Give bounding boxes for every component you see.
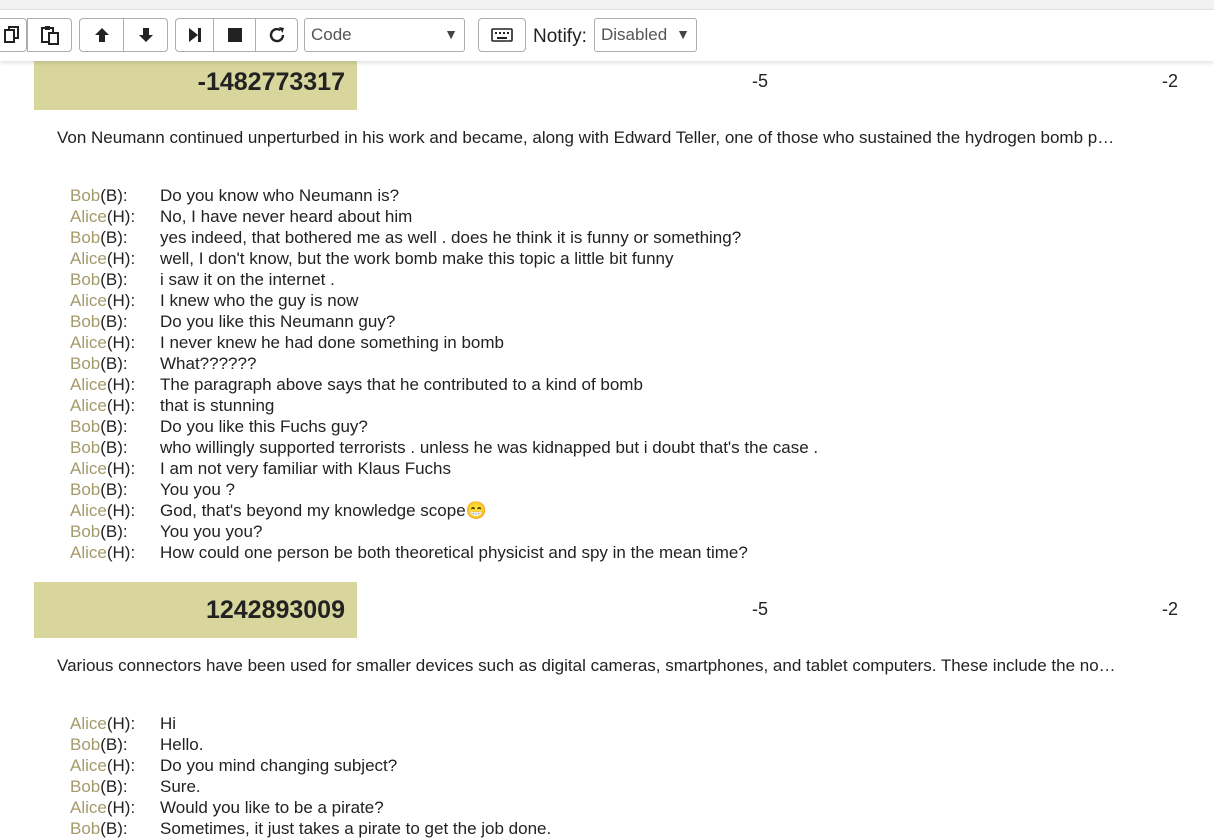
dialog-turn (0, 755, 1214, 776)
arrow-down-icon (137, 26, 155, 44)
speaker-name: Bob (70, 354, 101, 373)
context-passage: Various connectors have been used for smaller devices such as digital cameras, smartphones, and tablet computers. These include the no… (57, 656, 1116, 675)
speaker (70, 479, 128, 500)
speaker-role: (B): (100, 438, 128, 457)
dialog-turn (0, 521, 1214, 542)
dialog-turn (0, 479, 1214, 500)
speaker-role: (H): (106, 207, 136, 226)
chevron-down-icon: ▼ (676, 26, 690, 42)
speaker-role: (H): (106, 396, 136, 415)
speaker (70, 500, 135, 521)
speaker (70, 818, 128, 839)
utterance-text: well, I don't know, but the work bomb make this topic a little bit funny (160, 249, 674, 268)
utterance-text: Do you mind changing subject? (160, 756, 398, 775)
score-b: -2 (1161, 71, 1178, 91)
speaker (70, 206, 135, 227)
utterance-text: How could one person be both theoretical physicist and spy in the mean time? (160, 543, 748, 562)
utterance-text: Sometimes, it just takes a pirate to get the job done. (160, 819, 552, 838)
dialog-turn (0, 797, 1214, 818)
speaker-name: Bob (70, 480, 101, 499)
speaker-role: (B): (100, 522, 128, 541)
interrupt-kernel-button[interactable] (213, 18, 256, 52)
speaker-name: Bob (70, 438, 101, 457)
speaker-role: (H): (106, 798, 136, 817)
dialog-turn (0, 416, 1214, 437)
utterance-text: that is stunning (160, 396, 275, 415)
paste-cell-button[interactable] (27, 18, 72, 52)
copy-icon (4, 26, 20, 44)
speaker (70, 713, 135, 734)
dialog-turn (0, 227, 1214, 248)
dialog-turn (0, 353, 1214, 374)
utterance-text: What?????? (160, 354, 257, 373)
arrow-up-icon (93, 26, 111, 44)
dialog-turn (0, 185, 1214, 206)
speaker (70, 185, 128, 206)
dialog-turn (0, 269, 1214, 290)
restart-kernel-button[interactable] (255, 18, 298, 52)
notify-label: Notify: (533, 26, 587, 47)
copy-cell-button[interactable] (0, 18, 27, 52)
utterance-text: No, I have never heard about him (160, 207, 413, 226)
speaker (70, 416, 128, 437)
speaker-role: (H): (106, 501, 136, 520)
speaker (70, 542, 135, 563)
dialog-turn (0, 311, 1214, 332)
dialog-turn (0, 542, 1214, 563)
paste-icon (40, 25, 60, 45)
speaker (70, 374, 135, 395)
score-a: -5 (751, 71, 768, 91)
speaker-role: (H): (106, 714, 136, 733)
speaker-role: (B): (100, 480, 128, 499)
speaker-name: Alice (70, 375, 107, 394)
score-a: -5 (751, 599, 768, 619)
speaker-name: Bob (70, 777, 101, 796)
dialog-turn (0, 374, 1214, 395)
stop-icon (227, 27, 243, 43)
utterance-text: Do you like this Fuchs guy? (160, 417, 368, 436)
speaker (70, 734, 128, 755)
run-cell-button[interactable] (175, 18, 214, 52)
dialog-turn (0, 713, 1214, 734)
speaker-role: (H): (106, 291, 136, 310)
speaker (70, 269, 128, 290)
speaker (70, 797, 135, 818)
dialog-turn (0, 734, 1214, 755)
speaker (70, 248, 135, 269)
speaker-name: Alice (70, 543, 107, 562)
speaker-name: Alice (70, 291, 107, 310)
utterance-text: I knew who the guy is now (160, 291, 359, 310)
utterance-text: who willingly supported terrorists . unless he was kidnapped but i doubt that's the case . (160, 438, 819, 457)
speaker-role: (B): (100, 228, 128, 247)
chevron-down-icon: ▼ (444, 26, 458, 42)
speaker-name: Bob (70, 819, 101, 838)
speaker-name: Alice (70, 249, 107, 268)
speaker-name: Alice (70, 396, 107, 415)
speaker-role: (B): (100, 417, 128, 436)
speaker-role: (B): (100, 312, 128, 331)
speaker (70, 458, 135, 479)
speaker-role: (B): (100, 270, 128, 289)
move-cell-down-button[interactable] (123, 18, 168, 52)
utterance-text: Do you like this Neumann guy? (160, 312, 396, 331)
dialog-turn (0, 818, 1214, 839)
speaker-name: Alice (70, 714, 107, 733)
speaker-name: Bob (70, 417, 101, 436)
command-palette-button[interactable] (478, 18, 526, 52)
notebook-toolbar (0, 10, 1214, 61)
notify-select[interactable] (594, 18, 697, 52)
utterance-text: yes indeed, that bothered me as well . does he think it is funny or something? (160, 228, 742, 247)
speaker (70, 353, 128, 374)
speaker-role: (B): (100, 777, 128, 796)
speaker-role: (H): (106, 375, 136, 394)
speaker-name: Alice (70, 501, 107, 520)
top-border (0, 0, 1214, 10)
speaker (70, 521, 128, 542)
speaker-role: (B): (100, 819, 128, 838)
notify-value: Disabled (601, 25, 668, 44)
speaker (70, 290, 135, 311)
utterance-text: Hello. (160, 735, 204, 754)
dialog-turn (0, 395, 1214, 416)
score-b: -2 (1161, 599, 1178, 619)
speaker-name: Alice (70, 756, 107, 775)
utterance-text: Hi (160, 714, 177, 733)
utterance-text: I never knew he had done something in bomb (160, 333, 505, 352)
dialog-turn (0, 776, 1214, 797)
utterance-text: The paragraph above says that he contributed to a kind of bomb (160, 375, 643, 394)
dialog-id: 1242893009 (34, 582, 357, 638)
speaker (70, 227, 128, 248)
keyboard-icon (491, 28, 513, 42)
context-passage: Von Neumann continued unperturbed in his work and became, along with Edward Teller, one of those who sustained the hydrogen bomb p… (57, 128, 1115, 147)
cell-type-value: Code (311, 25, 352, 44)
speaker (70, 755, 135, 776)
utterance-text: Would you like to be a pirate? (160, 798, 384, 817)
utterance-text: You you you? (160, 522, 263, 541)
move-cell-up-button[interactable] (79, 18, 124, 52)
dialog-turn (0, 437, 1214, 458)
speaker-role: (H): (106, 249, 136, 268)
dialog-turn (0, 206, 1214, 227)
dialog-turn (0, 500, 1214, 521)
speaker (70, 395, 135, 416)
utterance-text: i saw it on the internet . (160, 270, 335, 289)
speaker (70, 776, 128, 797)
utterance-text: You you ? (160, 480, 235, 499)
speaker-role: (H): (106, 459, 136, 478)
utterance-text: Sure. (160, 777, 201, 796)
cell-type-select[interactable] (304, 18, 465, 52)
utterance-text: God, that's beyond my knowledge scope😁 (160, 501, 487, 520)
dialog-turn (0, 332, 1214, 353)
speaker-role: (H): (106, 333, 136, 352)
speaker-role: (H): (106, 756, 136, 775)
dialog-turn (0, 290, 1214, 311)
utterance-text: Do you know who Neumann is? (160, 186, 400, 205)
dialog-id: -1482773317 (34, 54, 357, 110)
speaker-name: Bob (70, 735, 101, 754)
speaker-name: Alice (70, 459, 107, 478)
speaker-name: Bob (70, 522, 101, 541)
speaker (70, 437, 128, 458)
speaker (70, 332, 135, 353)
speaker-name: Alice (70, 798, 107, 817)
speaker-name: Bob (70, 270, 101, 289)
speaker (70, 311, 128, 332)
speaker-name: Bob (70, 186, 101, 205)
dialog-turn (0, 458, 1214, 479)
speaker-name: Alice (70, 207, 107, 226)
speaker-name: Alice (70, 333, 107, 352)
speaker-role: (B): (100, 186, 128, 205)
dialog-turn (0, 248, 1214, 269)
refresh-icon (268, 26, 286, 44)
speaker-role: (B): (100, 354, 128, 373)
speaker-name: Bob (70, 312, 101, 331)
speaker-name: Bob (70, 228, 101, 247)
speaker-role: (H): (106, 543, 136, 562)
speaker-role: (B): (100, 735, 128, 754)
step-forward-icon (187, 26, 203, 44)
utterance-text: I am not very familiar with Klaus Fuchs (160, 459, 451, 478)
